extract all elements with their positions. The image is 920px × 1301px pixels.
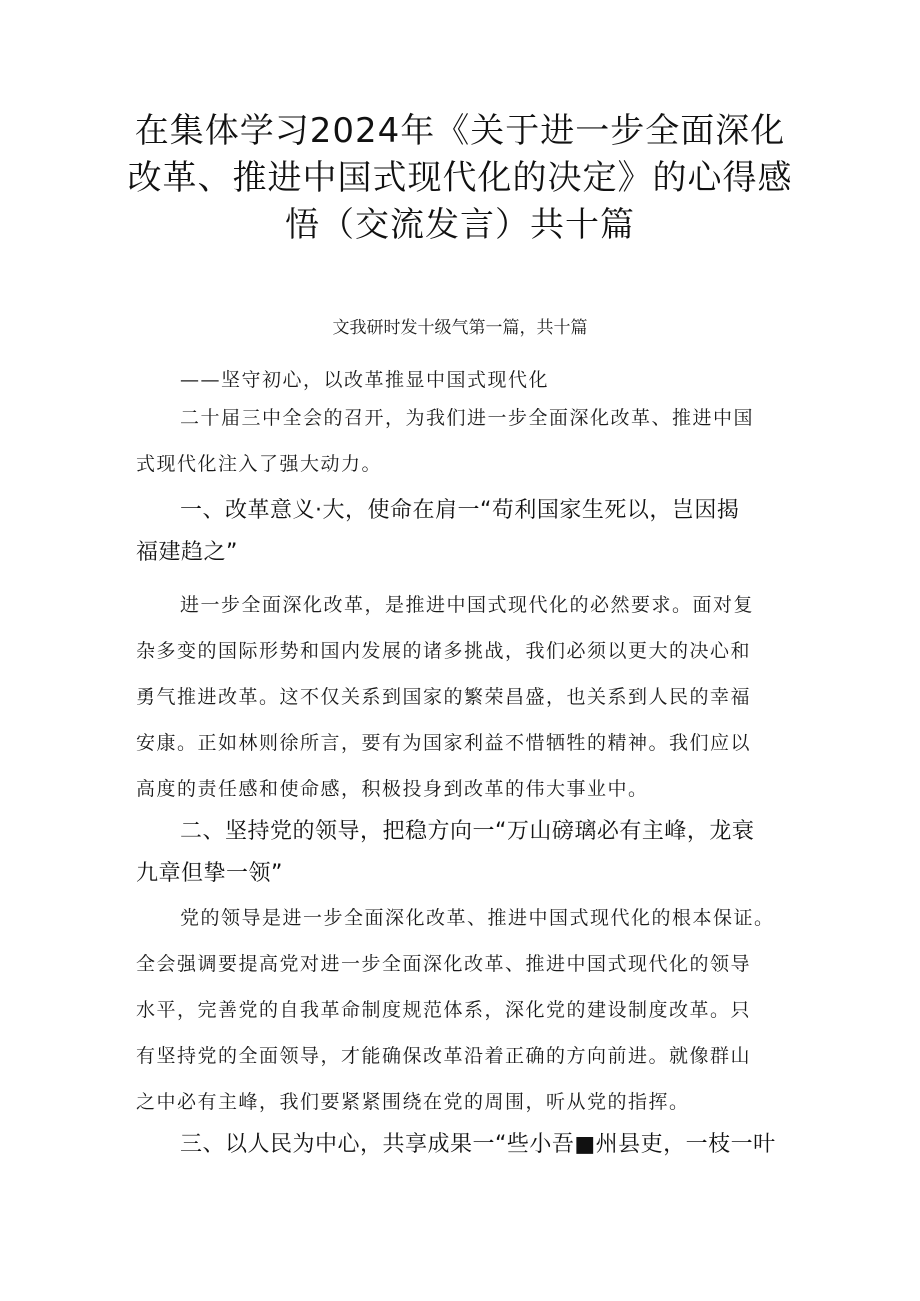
paragraph-line: 全会强调要提高党对进一步全面深化改革、推进中国式现代化的领导 — [136, 953, 752, 975]
paragraph-line: 有坚持党的全面领导，才能确保改革沿着正确的方向前进。就像群山 — [136, 1045, 752, 1067]
section-heading-2 — [136, 811, 796, 895]
paragraph-line: 二十届三中全会的召开，为我们进一步全面深化改革、推进中国 — [180, 407, 755, 429]
heading-line: 福建趋之” — [136, 540, 238, 565]
heading-line: 二、坚持党的领导，把稳方向一“万山磅璃必有主峰，龙衰 — [180, 819, 755, 844]
intro-paragraph — [136, 395, 786, 487]
paragraph-line: 高度的责任感和使命感，积极投身到改革的伟大事业中。 — [136, 778, 649, 800]
section-heading-1 — [136, 490, 796, 574]
document-subtitle: 文我研时发十级气第一篇，共十篇 — [332, 318, 588, 338]
section-heading-3 — [136, 1124, 796, 1166]
paragraph-line: 水平，完善党的自我革命制度规范体系，深化党的建设制度改革。只 — [136, 999, 752, 1021]
title-line: 改革、推进中国式现代化的决定》的心得感 — [127, 158, 793, 198]
paragraph-line: 进一步全面深化改革，是推进中国式现代化的必然要求。面对复 — [180, 594, 755, 616]
title-line: 在集体学习2024年《关于进一步全面深化 — [134, 111, 786, 151]
document-title — [120, 108, 800, 249]
paragraph-line: 勇气推进改革。这不仅关系到国家的繁荣昌盛，也关系到人民的幸福 — [136, 686, 752, 708]
paragraph-line: 之中必有主峰，我们要紧紧围绕在党的周围，听从党的指挥。 — [136, 1091, 690, 1113]
paragraph-line: 杂多变的国际形势和国内发展的诸多挑战，我们必须以更大的决心和 — [136, 640, 752, 662]
paragraph-line: 党的领导是进一步全面深化改革、推进中国式现代化的根本保证。 — [180, 907, 775, 929]
paragraph-line: 式现代化注入了强大动力。 — [136, 453, 383, 475]
paragraph-line: 安康。正如林则徐所言，要有为国家利益不惜牺牲的精神。我们应以 — [136, 732, 752, 754]
heading-line: 三、以人民为中心，共享成果一“些小吾■州县吏，一枝一叶 — [180, 1132, 776, 1157]
heading-line: 九章但挚一领” — [136, 861, 283, 886]
tagline-text: ——坚守初心，以改革推显中国式现代化 — [180, 369, 550, 391]
section-paragraph-1 — [136, 582, 786, 812]
title-line: 悟（交流发言）共十篇 — [285, 205, 635, 245]
heading-line: 一、改革意义·大，使命在肩一“苟利国家生死以，岂因揭 — [180, 498, 740, 523]
section-paragraph-2 — [136, 895, 786, 1125]
